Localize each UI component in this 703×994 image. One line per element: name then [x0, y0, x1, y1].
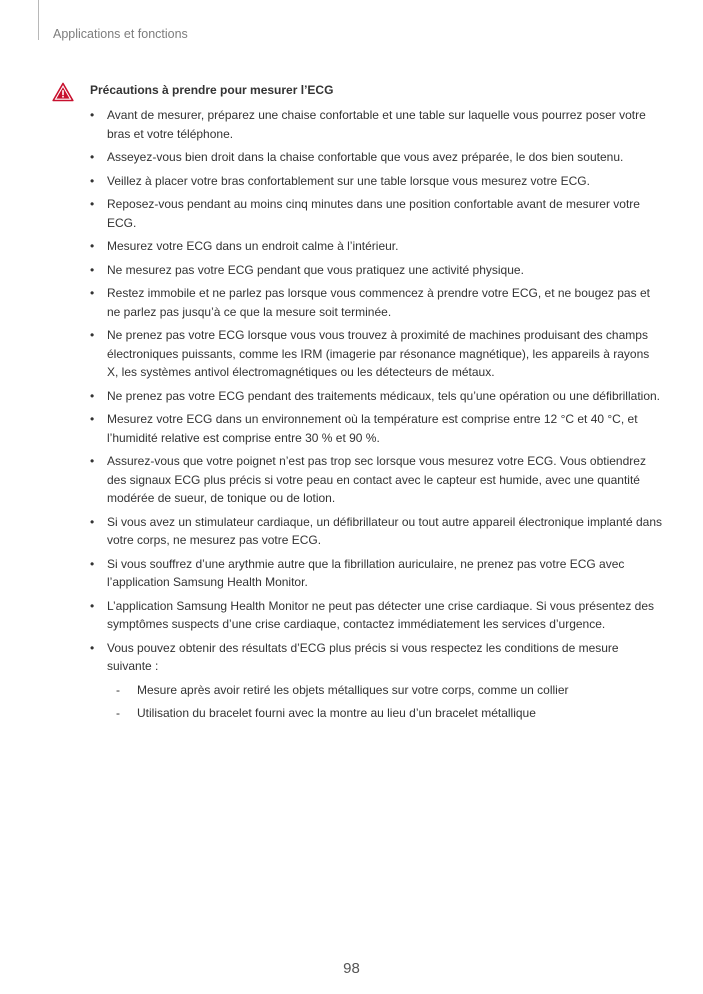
list-item: [90, 106, 662, 143]
list-item-text: Restez immobile et ne parlez pas lorsque vous commencez à prendre votre ECG, et ne bougez pas et ne parlez pas jusqu’à ce que la mesure soit terminée.: [107, 286, 650, 319]
bullet-icon: •: [90, 556, 95, 571]
list-item: [90, 172, 662, 191]
list-item-text: Asseyez-vous bien droit dans la chaise confortable que vous avez préparée, le dos bien soutenu.: [107, 150, 624, 164]
list-item: [90, 639, 662, 723]
list-item-text: Ne mesurez pas votre ECG pendant que vous pratiquez une activité physique.: [107, 262, 524, 277]
list-item: [90, 237, 662, 256]
bullet-icon: •: [90, 286, 95, 300]
sub-list-item: [107, 681, 662, 700]
header-side-rule: [38, 0, 39, 40]
list-item-text: Avant de mesurer, préparez une chaise confortable et une table sur laquelle vous pourrez poser votre bras et votre téléphone.: [107, 108, 646, 141]
sub-list-item-text: Utilisation du bracelet fourni avec la montre au lieu d’un bracelet métallique: [137, 706, 536, 720]
list-item: [90, 410, 662, 447]
bullet-icon: •: [90, 328, 95, 342]
list-item: [90, 326, 662, 382]
list-item-text: Si vous avez un stimulateur cardiaque, un défibrillateur ou tout autre appareil électronique implanté dans votre corps, ne mesurez pas votre ECG.: [107, 514, 662, 547]
list-item: [90, 452, 662, 508]
list-item-text: Vous pouvez obtenir des résultats d’ECG plus précis si vous respectez les conditions de mesure suivante :: [107, 640, 619, 673]
list-item: [90, 261, 662, 280]
bullet-icon: •: [90, 640, 95, 655]
bullet-icon: •: [90, 454, 95, 468]
list-item-text: Ne prenez pas votre ECG pendant des traitements médicaux, tels qu’une opération ou une défibrillation.: [107, 388, 660, 403]
list-item-text: Veillez à placer votre bras confortablement sur une table lorsque vous mesurez votre ECG.: [107, 173, 590, 188]
list-item-text: Reposez-vous pendant au moins cinq minutes dans une position confortable avant de mesurer votre ECG.: [107, 197, 640, 230]
list-item: [90, 555, 662, 592]
bullet-icon: •: [90, 262, 95, 277]
dash-icon: -: [116, 682, 120, 697]
list-item: [90, 148, 662, 167]
list-item: [90, 284, 662, 321]
list-item-text: Ne prenez pas votre ECG lorsque vous vous trouvez à proximité de machines produisant des champs électroniques puissants, comme les IRM (imagerie par résonance magnétique), les appareils à rayons X, les systèmes antivol électromagnétiques ou les détecteurs de métaux.: [107, 328, 650, 379]
sub-list-item-text: Mesure après avoir retiré les objets métalliques sur votre corps, comme un collier: [137, 682, 569, 697]
list-item: [90, 195, 662, 232]
precautions-list: [90, 106, 662, 728]
bullet-icon: •: [90, 197, 95, 211]
section-header: Applications et fonctions: [53, 27, 188, 41]
bullet-icon: •: [90, 514, 95, 529]
sub-list-item: [107, 704, 662, 723]
list-item-text: Mesurez votre ECG dans un environnement où la température est comprise entre 12 °C et 40 °C, et l’humidité relative est comprise entre 30 % et 90 %.: [107, 412, 638, 445]
bullet-icon: •: [90, 412, 95, 426]
list-item-text: Mesurez votre ECG dans un endroit calme à l’intérieur.: [107, 239, 399, 253]
warning-triangle-icon: [52, 82, 74, 102]
bullet-icon: •: [90, 388, 95, 403]
bullet-icon: •: [90, 598, 95, 613]
list-item: [90, 513, 662, 550]
bullet-icon: •: [90, 150, 95, 164]
list-item: [90, 597, 662, 634]
bullet-icon: •: [90, 173, 95, 188]
dash-icon: -: [116, 706, 120, 720]
list-item: [90, 387, 662, 406]
conditions-sub-list: [107, 681, 662, 723]
precautions-title: Précautions à prendre pour mesurer l’ECG: [90, 83, 334, 97]
list-item-text: Assurez-vous que votre poignet n’est pas trop sec lorsque vous mesurez votre ECG. Vous obtiendrez des signaux ECG plus précis si votre peau en contact avec le capteur est humide, avec une quantité modérée de sueur, de tonique ou de lotion.: [107, 454, 646, 505]
list-item-text: Si vous souffrez d’une arythmie autre que la fibrillation auriculaire, ne prenez pas votre ECG avec l’application Samsung Health Monitor.: [107, 556, 625, 589]
bullet-icon: •: [90, 239, 95, 253]
list-item-text: L’application Samsung Health Monitor ne peut pas détecter une crise cardiaque. Si vous présentez des symptômes suspects d’une crise cardiaque, contactez immédiatement les services d’urgence.: [107, 598, 654, 631]
page-number: 98: [343, 960, 360, 977]
bullet-icon: •: [90, 108, 95, 122]
